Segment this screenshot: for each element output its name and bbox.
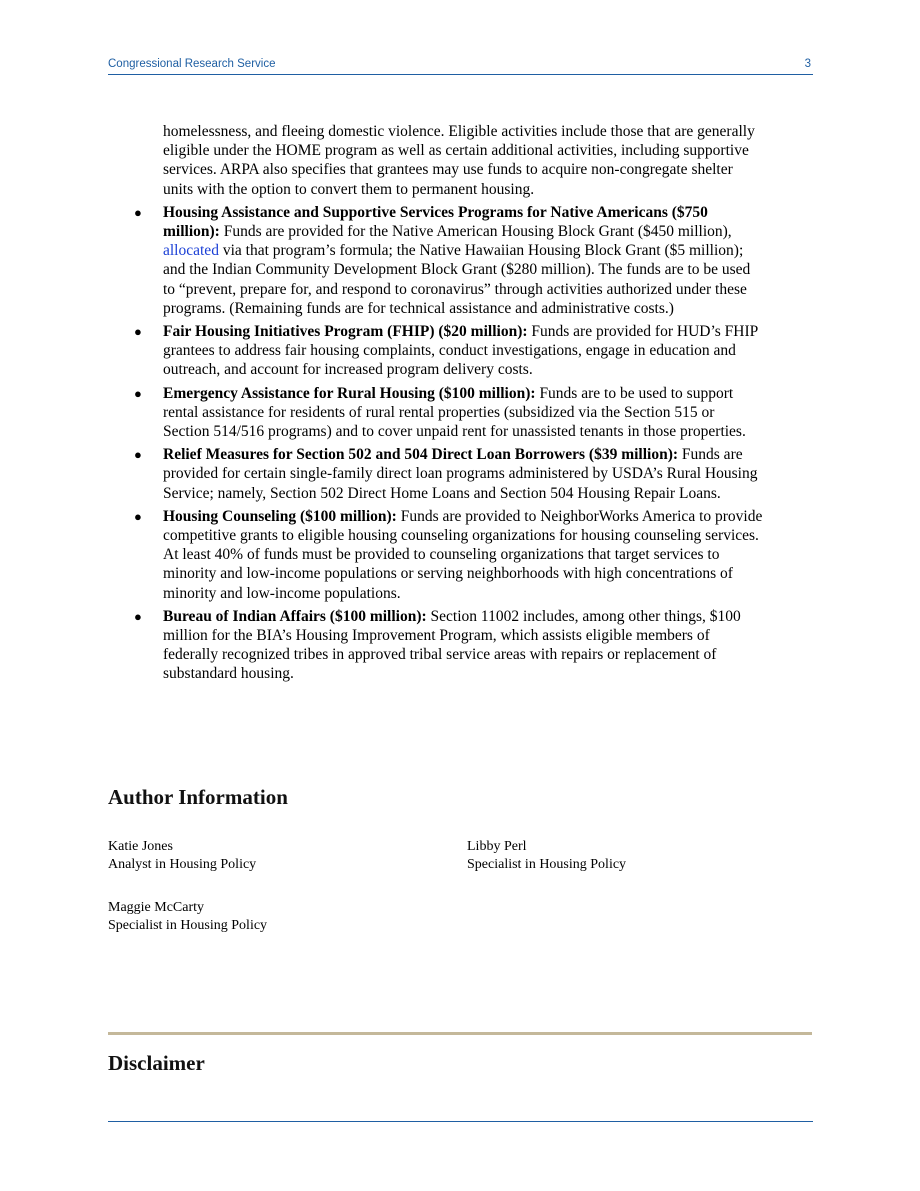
item-title: Relief Measures for Section 502 and 504 Direct Loan Borrowers ($39 million): (163, 446, 679, 464)
page-number: 3 (804, 58, 811, 70)
list-item (108, 507, 763, 603)
item-body: Section 11002 includes, among other things, $100 million for the BIA’s Housing Improvement Program, which assists eligible members of federally recognized tribes in approved tribal service areas with repairs or replacement of substandard housing. (163, 607, 741, 683)
author-role: Analyst in Housing Policy (108, 857, 257, 872)
item-body: Funds are to be used to support rental assistance for residents of rural rental properties (subsidized via the Section 515 or Section 514/516 programs) and to cover unpaid rent for unassisted tenants in those properties. (163, 384, 746, 441)
list-item (108, 203, 763, 318)
bullet-icon: ● (134, 324, 142, 340)
bullet-icon: ● (134, 508, 142, 524)
page-header (108, 56, 813, 75)
list-item (108, 607, 763, 684)
main-content (108, 122, 763, 688)
author-card (467, 838, 626, 874)
continuation-paragraph: homelessness, and fleeing domestic violence. Eligible activities include those that are generally eligible under the HOME program as well as certain additional activities, including supportive services. ARPA also specifies that grantees may use funds to acquire non-congregate shelter units with the option to convert them to permanent housing. (163, 123, 755, 198)
bullet-icon: ● (134, 385, 142, 401)
header-publisher: Congressional Research Service (108, 58, 276, 70)
allocated-link[interactable]: allocated (163, 242, 219, 260)
item-body: Funds are provided for HUD’s FHIP grantees to address fair housing complaints, conduct investigations, engage in education and outreach, and account for increased program delivery costs. (163, 323, 758, 379)
list-item (108, 384, 763, 442)
bullet-icon: ● (134, 608, 142, 624)
item-body-cont: via that program’s formula; the Native Hawaiian Housing Block Grant ($5 million); and the Indian Community Development Block Grant ($280 million). The funds are to be used to “prevent, prepare for, and respond to coronavirus” through activities authorized under these programs. (Remaining funds are for technical assistance and administrative costs.) (163, 242, 751, 317)
author-card (108, 899, 267, 935)
author-role: Specialist in Housing Policy (467, 857, 627, 872)
author-role: Specialist in Housing Policy (108, 918, 268, 933)
item-title: Housing Assistance and Supportive Services Programs for Native Americans ($750 million): (163, 203, 708, 241)
item-title: Fair Housing Initiatives Program (FHIP) ($20 million): (163, 323, 528, 341)
bullet-icon: ● (134, 204, 142, 220)
list-item (108, 322, 763, 380)
item-body: Funds are provided for certain single-family direct loan programs administered by USDA’s Rural Housing Service; namely, Section 502 Direct Home Loans and Section 504 Housing Repair Loans. (163, 446, 758, 502)
disclaimer-heading: Disclaimer (108, 1051, 205, 1075)
program-list (108, 203, 763, 684)
list-item (108, 445, 763, 503)
item-body: Funds are provided to NeighborWorks America to provide competitive grants to eligible housing counseling organizations for housing counseling services. At least 40% of funds must be provided to counseling organizations that target services to minority and low-income populations or serving neighborhoods with high concentrations of minority and low-income populations. (163, 507, 763, 602)
author-name: Katie Jones (108, 839, 173, 854)
item-body: Funds are provided for the Native American Housing Block Grant ($450 million), (219, 223, 732, 241)
author-information-heading: Author Information (108, 785, 288, 809)
bullet-icon: ● (134, 447, 142, 463)
item-title: Emergency Assistance for Rural Housing ($100 million): (163, 384, 536, 402)
item-title: Housing Counseling ($100 million): (163, 507, 397, 525)
footer-rule (108, 1121, 813, 1122)
author-card (108, 838, 256, 874)
author-name: Maggie McCarty (108, 900, 205, 915)
author-name: Libby Perl (467, 839, 527, 854)
section-divider (108, 1032, 812, 1035)
item-title: Bureau of Indian Affairs ($100 million): (163, 607, 427, 625)
